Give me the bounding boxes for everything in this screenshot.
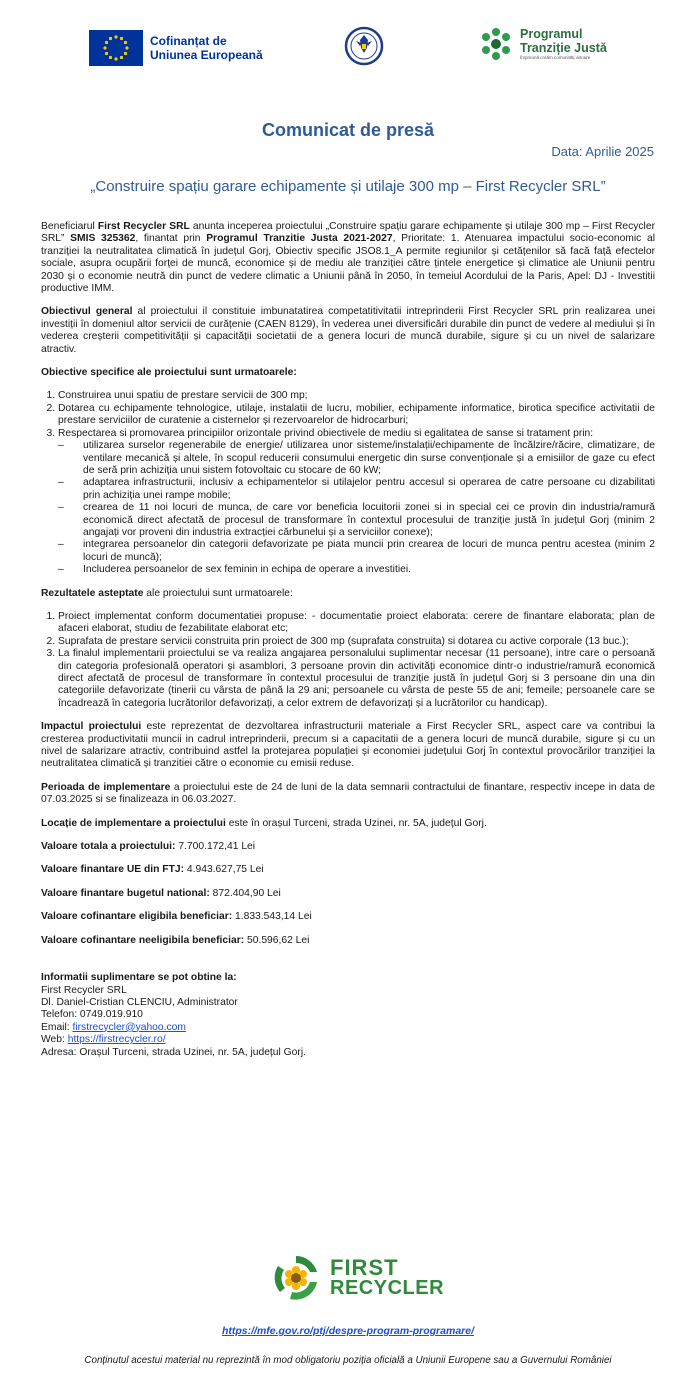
document-body (41, 221, 655, 1059)
contact-web-row: Web: https://firstrecycler.ro/ (41, 1034, 166, 1046)
list-item: 1. Proiect implementat conform documentatiei propuse: - documentatie proiect elaborata: cerere de finantare elaborata; plan de afaceri elaborat, studiu de fezabilitate elaborat etc; (58, 611, 655, 636)
intro-paragraph: Beneficiarul First Recycler SRL anunta inceperea proiectului „Construire spațiu garare echipamente și utilaje 300 mp – First Recycler SRL” SMIS 325362, finantat prin Programul Tranzitie Justa 2021-2027, Prioritate: 1. Atenuarea impactului socio-economic al tranziției la neutralitatea climatică în județul Gorj, Obiectiv specific JSO8.1_A permite regiunilor și cetățenilor să facă față efectelor sociale, asupra ocupării forței de muncă, economice și de mediu ale tranziției către țintele energetice și climatice ale Uniunii pentru 2030 și o economie neutră din punct de vedere climatic a Uniunii până în 2050, în temeiul Acordului de la Paris, Apel: DJ - Investitii productive IMM. (41, 221, 655, 295)
romanian-government-emblem-icon (344, 26, 384, 66)
impact-paragraph: Impactul proiectului este reprezentat de dezvoltarea infrastructurii materiale a First Recycler SRL, aspect care va contribui la cresterea productivitatii muncii in cadrul intreprinderii, precum si a capacitatii de a genera locuri de muncă durabile, sigure și cu un nivel de salarizare atractiv, contribuind astfel la protejarea populației și economiei județului Gorj în contextul provocărilor tranziției la neutralitatea climatică și tranzitiei către o economie cu emisii reduse. (41, 721, 655, 770)
email-link[interactable]: firstrecycler@yahoo.com (72, 1021, 186, 1033)
page-title: Comunicat de presă (261, 120, 435, 140)
list-item: 2. Suprafata de prestare servicii construita prin proiect de 300 mp (suprafata construita) si dotarea cu active corporale (13 buc.); (58, 636, 655, 648)
first-recycler-logo (270, 1252, 444, 1304)
value-row: Valoare totala a proiectului: 7.700.172,41 Lei (41, 841, 256, 853)
disclaimer: Conținutul acestui material nu reprezintă în mod obligatoriu poziția oficială a Uniunii Europene sau a Guvernului României (84, 1355, 612, 1366)
expected-results-title: Rezultatele asteptate ale proiectului sunt urmatoarele: (41, 587, 293, 599)
eu-flag-icon (89, 30, 143, 66)
eu-logo-line1: Cofinanțat de (150, 34, 227, 48)
horizontal-principles-list (58, 440, 655, 576)
expected-results-list (41, 611, 655, 710)
value-row: Valoare finantare bugetul national: 872.404,90 Lei (41, 887, 281, 899)
list-item: 2. Dotarea cu echipamente tehnologice, utilaje, instalatii de lucru, mobilier, echipamente informatice, birotica specifice activitatii de prestare serviciilor de curatenie a cisternelor și rezervoarelor de hidrocarburi; (58, 403, 655, 428)
project-title: „Construire spațiu garare echipamente și utilaje 300 mp – First Recycler SRL” (90, 178, 606, 195)
ptj-tagline: Împreună creăm comunități viitoare (520, 55, 591, 60)
release-date: Data: Aprilie 2025 (551, 144, 654, 159)
contact-company: First Recycler SRL (41, 984, 127, 996)
ptj-logo-line2: Tranziție Justă (520, 41, 607, 55)
list-item: – adaptarea infrastructurii, inclusiv a echipamentelor si utilajelor pentru accesul si operarea de catre persoane cu dizabilitati prin achiziția unei rampe mobile; (80, 477, 655, 502)
period-paragraph: Perioada de implementare a proiectului este de 24 de luni de la data semnarii contractului de finantare, respectiv incepe in data de 07.03.2025 si se finalizeaza in 06.03.2027. (41, 781, 655, 806)
list-item: 3. La finalul implementarii proiectului se va realiza angajarea personalului suplimentar necesar (11 persoane), intre care o persoană din categoria profesională operatori și asamblori, 3 persoane provin din activități economice dintr-o industrie/ramură economică direct afectată de procesul de transformare în contextul procesului de tranziție justă în județul Gorj si 3 persoane din una din categoriile defavorizate (tinerii cu vârsta de până la 29 ani; persoanele cu vârsta de peste 55 de ani; femeile; persoanele care se încadrează în categoria lucrătorilor defavorizați, a celor extrem de defavorizați și a lucrătorilor cu handicap). (58, 648, 655, 710)
list-item: 3. Respectarea si promovarea principiilor orizontale privind obiectivele de mediu si egalitatea de sanse si tratament prin: – utilizarea surselor regenerabile de energie/ utilizarea unor sisteme/instalații/echipamente de încălzire/răcire, climatizare, de ventilare mecanică și altele, în scopul reducerii consumului energetic din surse convenționale și a emisiilor de gaze cu efect de seră prin achiziția unui sistem fotovoltaic cu stocare de 60 kW; – adaptarea infrastructurii, inclusiv a echipamentelor si utilajelor pentru accesul si operarea de catre persoane cu dizabilitati prin achiziția unei rampe mobile; – crearea de 11 noi locuri de munca, de care vor beneficia locuitorii zonei si in special cei ce provin din industria/ramură economică direct afectată de procesul de transformare în contextul procesului de tranziție justă în județul Gorj (minim 2 angajați vor proveni din industria extracției cărbunelui și a serviciilor conexe); – integrarea persoanelor din categorii defavorizate pe piata muncii prin crearea de locuri de munca pentru acestea (minim 2 locuri de muncă); – Includerea persoanelor de sex feminin in echipa de operare a investitiei. (58, 428, 655, 577)
ptj-flower-icon (478, 26, 514, 62)
value-row: Valoare cofinantare neeligibila beneficiar: 50.596,62 Lei (41, 934, 310, 946)
list-item: – Includerea persoanelor de sex feminin in echipa de operare a investitiei. (80, 564, 655, 576)
specific-objectives-title: Obiective specifice ale proiectului sunt urmatoarele: (41, 367, 297, 379)
contact-address: Adresa: Orașul Turceni, strada Uzinei, nr. 5A, județul Gorj. (41, 1046, 306, 1058)
eu-cofinancing-logo (89, 30, 263, 66)
contact-title: Informatii suplimentare se pot obtine la: (41, 972, 237, 984)
logo-header (0, 24, 696, 74)
list-item: – utilizarea surselor regenerabile de energie/ utilizarea unor sisteme/instalații/echipamente de încălzire/răcire, climatizare, de ventilare mecanică și altele, în scopul reducerii consumului energetic din surse convenționale și a emisiilor de gaze cu efect de seră prin achiziția unui sistem fotovoltaic cu stocare de 60 kW; (80, 440, 655, 477)
contact-phone: Telefon: 0749.019.910 (41, 1009, 143, 1021)
ptj-program-logo (478, 26, 607, 62)
logo-text-recycler: RECYCLER (330, 1277, 445, 1299)
list-item: – integrarea persoanelor din categorii defavorizate pe piata muncii prin crearea de locuri de munca pentru acestea (minim 2 locuri de muncă); (80, 539, 655, 564)
contact-person: Dl. Daniel-Cristian CLENCIU, Administrator (41, 996, 238, 1008)
eu-logo-line2: Uniunea Europeană (150, 48, 263, 62)
location-paragraph: Locație de implementare a proiectului este în orașul Turceni, strada Uzinei, nr. 5A, județul Gorj. (41, 817, 487, 829)
contact-block (41, 972, 655, 1059)
value-row: Valoare cofinantare eligibila beneficiar: 1.833.543,14 Lei (41, 911, 312, 923)
recycle-sunflower-icon (270, 1252, 322, 1304)
ptj-logo-line1: Programul (520, 27, 583, 41)
contact-email-row: Email: firstrecycler@yahoo.com (41, 1021, 186, 1033)
general-objective-paragraph: Obiectivul general al proiectului il constituie imbunatatirea competatitivitatii intreprinderii First Recycler SRL prin realizarea unei investiții în domeniul altor servicii de curățenie (CAEN 8129), în vederea unei diversificări durabile din punct de vedere al mediului și în vederea creșterii competitivității și capacității societatii de a genera locuri de muncă durabile, sigure și cu un nivel de salarizare atractiv. (41, 306, 655, 355)
specific-objectives-list (41, 390, 655, 576)
website-link[interactable]: https://firstrecycler.ro/ (67, 1034, 166, 1046)
value-row: Valoare finantare UE din FTJ: 4.943.627,75 Lei (41, 864, 264, 876)
list-item: – crearea de 11 noi locuri de munca, de care vor beneficia locuitorii zonei si in special cei ce provin din industria/ramură economică direct afectată de procesul de transformare în contextul procesului de tranziție justă în județul Gorj (minim 2 angajați vor proveni din industria extracției cărbunelui și a serviciilor conexe); (80, 502, 655, 539)
financial-values (41, 841, 655, 947)
program-link[interactable]: https://mfe.gov.ro/ptj/despre-program-programare/ (221, 1325, 475, 1337)
list-item: 1. Construirea unui spatiu de prestare servicii de 300 mp; (58, 390, 655, 402)
logo-text-first: FIRST (330, 1255, 399, 1280)
